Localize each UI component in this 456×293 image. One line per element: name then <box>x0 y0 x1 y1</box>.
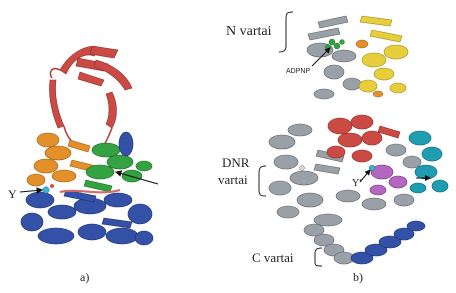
panel-a-y-label: Y <box>8 187 17 201</box>
panel-b-bound-atom <box>369 165 375 171</box>
n-domain-label: N vartai <box>226 24 272 39</box>
adpnp-label: ADPNP <box>286 68 311 75</box>
c-domain-bracket <box>315 248 322 266</box>
panel-b-caption: b) <box>353 270 363 284</box>
dnr-domain-bracket <box>259 166 266 196</box>
panel-a-red-domain <box>49 46 132 128</box>
panel-b-c-domain <box>304 221 425 264</box>
dnr-domain-label-line2: vartai <box>218 172 248 187</box>
panel-a-bound-atom <box>43 187 49 193</box>
adpnp-ligand <box>325 39 344 50</box>
panel-a-green-domain <box>84 143 152 192</box>
panel-a-caption: a) <box>80 270 90 284</box>
panel-a-structure <box>21 46 153 245</box>
c-domain-label: C vartai <box>252 250 294 265</box>
panel-a-bound-atom-2 <box>50 184 54 188</box>
panel-a-orange-domain <box>27 133 96 186</box>
n-domain-bracket <box>279 12 293 52</box>
panel-b-y-prime-arrow <box>360 170 370 182</box>
panel-a-linker <box>60 190 120 192</box>
dnr-domain-label-line1: DNR <box>222 155 250 170</box>
panel-b-dnr-region <box>269 115 448 226</box>
y-prime-label: Y' <box>352 178 362 189</box>
panel-b-n-domain <box>307 16 408 99</box>
panel-a-y-arrow <box>20 190 42 192</box>
